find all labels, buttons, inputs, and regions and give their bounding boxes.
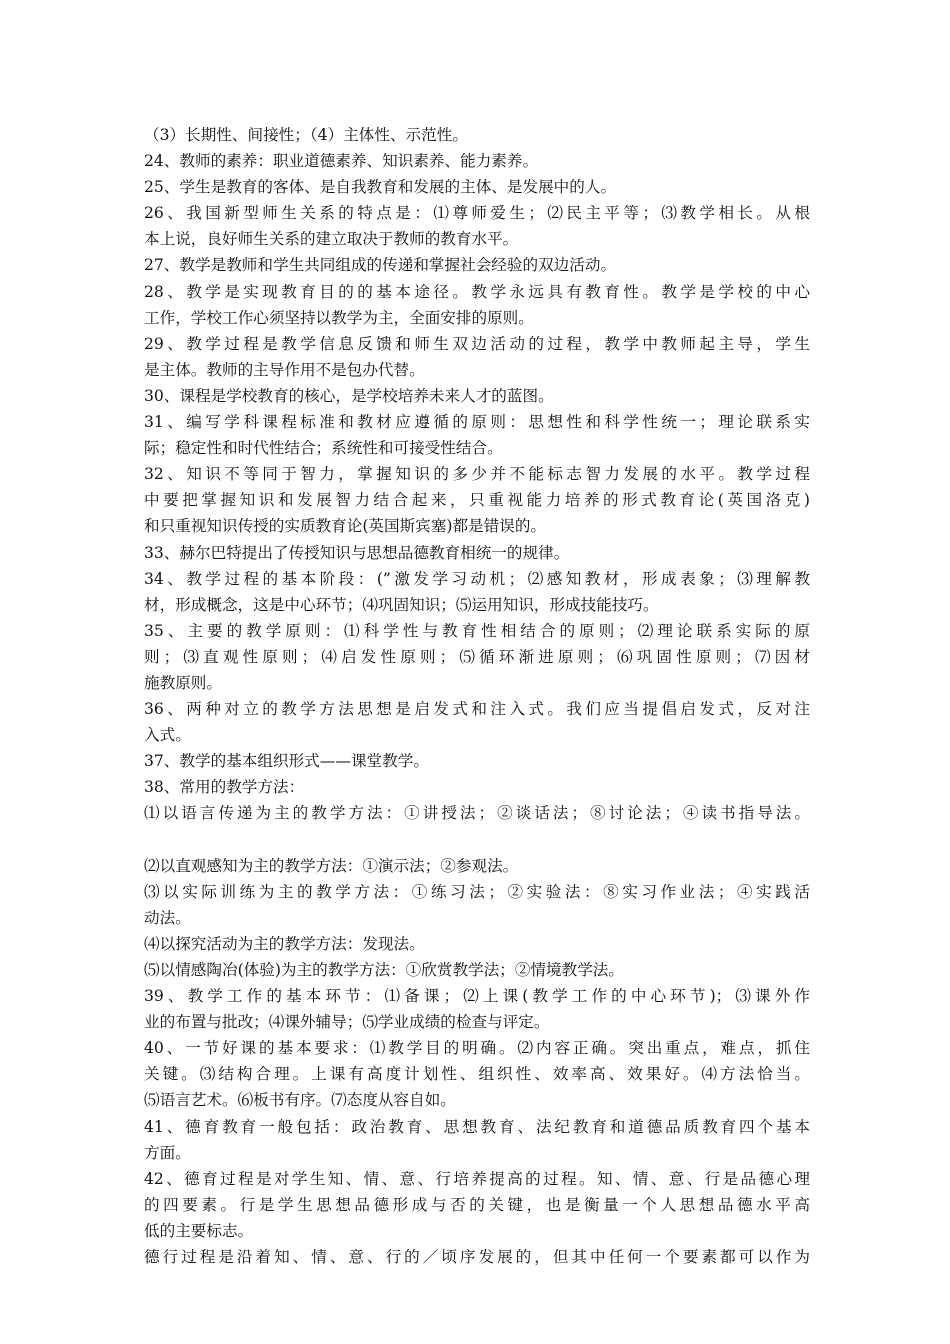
text-line: 27、教学是教师和学生共同组成的传递和掌握社会经验的双边活动。	[144, 256, 617, 275]
text-line: 德行过程是沿着知、情、意、行的／顷序发展的，但其中任何一个要素都可以作为	[144, 1248, 810, 1267]
text-line: 和只重视知识传授的实质教育论(英国斯宾塞)都是错误的。	[144, 517, 547, 536]
text-line: 际；稳定性和时代性结合；系统性和可接受性结合。	[144, 439, 503, 458]
text-line: 30、课程是学校教育的核心，是学校培养未来人才的蓝图。	[144, 386, 554, 405]
text-line: ⑴以语言传递为主的教学方法：①讲授法；②谈话法；⑧讨论法；④读书指导法。	[144, 804, 810, 823]
text-line: 33、赫尔巴特提出了传授知识与思想品德教育相统一的规律。	[144, 543, 570, 562]
text-line: 25、学生是教育的客体、是自我教育和发展的主体、是发展中的人。	[144, 178, 617, 197]
text-line: ⑶以实际训练为主的教学方法：①练习法；②实验法：⑧实习作业法；④实践活	[144, 882, 810, 901]
text-line: 35、主要的教学原则：⑴科学性与教育性相结合的原则；⑵理论联系实际的原	[144, 621, 810, 640]
text-line: 26、我国新型师生关系的特点是：⑴尊师爱生；⑵民主平等；⑶教学相长。从根	[144, 204, 810, 223]
text-line: 42、德育过程是对学生知、情、意、行培养提高的过程。知、情、意、行是品德心理	[144, 1169, 810, 1188]
text-line: 入式。	[144, 726, 191, 745]
text-line: 37、教学的基本组织形式——课堂教学。	[144, 752, 429, 771]
text-line: ⑵以直观感知为主的教学方法：①演示法；②参观法。	[144, 856, 519, 875]
text-line: 39、教学工作的基本环节：⑴备课；⑵上课(教学工作的中心环节)；⑶课外作	[144, 987, 810, 1006]
blank-line	[144, 827, 810, 853]
text-line: 本上说，良好师生关系的建立取决于教师的教育水平。	[144, 230, 519, 249]
text-line: 41、德育教育一般包括：政治教育、思想教育、法纪教育和道德品质教育四个基本	[144, 1117, 810, 1136]
text-line: ⑷以探究活动为主的教学方法：发现法。	[144, 934, 425, 953]
text-line: 36、两种对立的教学方法思想是启发式和注入式。我们应当提倡启发式，反对注	[144, 700, 810, 719]
text-line: 28、教学是实现教育目的的基本途径。教学永远具有教育性。教学是学校的中心	[144, 282, 810, 301]
text-line: 方面。	[144, 1143, 191, 1162]
text-line: 动法。	[144, 908, 191, 927]
text-line: 29、教学过程是教学信息反馈和师生双边活动的过程，教学中教师起主导，学生	[144, 334, 810, 353]
text-line: 业的布置与批改；⑷课外辅导；⑸学业成绩的检查与评定。	[144, 1013, 550, 1032]
text-line: ⑸以情感陶冶(体验)为主的教学方法：①欣赏教学法；②情境教学法。	[144, 961, 624, 979]
text-line: ⑸语言艺术。⑹板书有序。⑺态度从容自如。	[144, 1091, 456, 1110]
text-line: 低的主要标志。	[144, 1221, 254, 1240]
text-line: 40、一节好课的基本要求：⑴教学目的明确。⑵内容正确。突出重点，难点，抓住	[144, 1039, 810, 1058]
text-line: 32、知识不等同于智力，掌握知识的多少并不能标志智力发展的水平。教学过程	[144, 465, 810, 484]
text-line: 31、编写学科课程标准和教材应遵循的原则：思想性和科学性统一；理论联系实	[144, 413, 810, 432]
text-line: 关键。⑶结构合理。上课有高度计划性、组织性、效率高、效果好。⑷方法恰当。	[144, 1065, 810, 1084]
text-line: 24、教师的素养：职业道德素养、知识素养、能力素养。	[144, 152, 539, 171]
text-line: 材，形成概念，这是中心环节；⑷巩固知识；⑸运用知识，形成技能技巧。	[144, 595, 659, 614]
text-line: 工作，学校工作心须坚持以教学为主，全面安排的原则。	[144, 308, 534, 327]
text-line: 则；⑶直观性原则；⑷启发性原则；⑸循环渐进原则；⑹巩固性原则；⑺因材	[144, 647, 810, 666]
text-line: 的四要素。行是学生思想品德形成与否的关键，也是衡量一个人思想品德水平高	[144, 1195, 810, 1214]
document-page	[144, 122, 810, 1270]
text-line: 34、教学过程的基本阶段：(”激发学习动机；⑵感知教材，形成表象；⑶理解教	[144, 569, 810, 588]
text-line: 施教原则。	[144, 673, 222, 692]
text-line: 是主体。教师的主导作用不是包办代替。	[144, 360, 425, 379]
text-line: 中要把掌握知识和发展智力结合起来，只重视能力培养的形式教育论(英国洛克)	[144, 491, 810, 510]
text-line: （3）长期性、间接性；（4）主体性、示范性。	[144, 126, 468, 144]
text-line: 38、常用的教学方法：	[144, 778, 305, 797]
